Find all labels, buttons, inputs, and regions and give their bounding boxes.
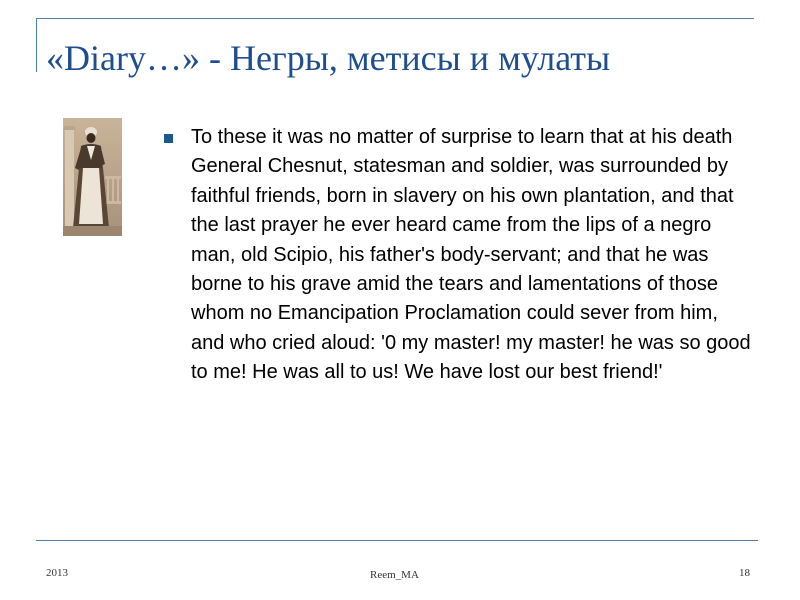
footer-author: Reem_MA bbox=[370, 569, 419, 581]
footer-year: 2013 bbox=[46, 567, 68, 579]
portrait-photo-icon bbox=[63, 118, 122, 236]
slide-title: «Diary…» - Негры, метисы и мулаты bbox=[46, 38, 611, 78]
frame-left-line bbox=[36, 18, 37, 72]
page-number: 18 bbox=[739, 567, 750, 579]
square-bullet-icon bbox=[164, 134, 173, 143]
frame-top-line bbox=[36, 18, 754, 19]
body-paragraph: To these it was no matter of surprise to learn that at his death General Chesnut, statesman and soldier, was surrounded by faithful friends, born in slavery on his own plantation, and that the last prayer he ever heard came from the lips of a negro man, old Scipio, his father's body-servant; and that he was borne to his grave amid the tears and lamentations of those whom no Emancipation Proclamation could sever from him, and who cried aloud: '0 my master! my master! he was so good to me! He was all to us! We have lost our best friend!' bbox=[191, 126, 751, 384]
frame-bottom-line bbox=[36, 540, 758, 541]
